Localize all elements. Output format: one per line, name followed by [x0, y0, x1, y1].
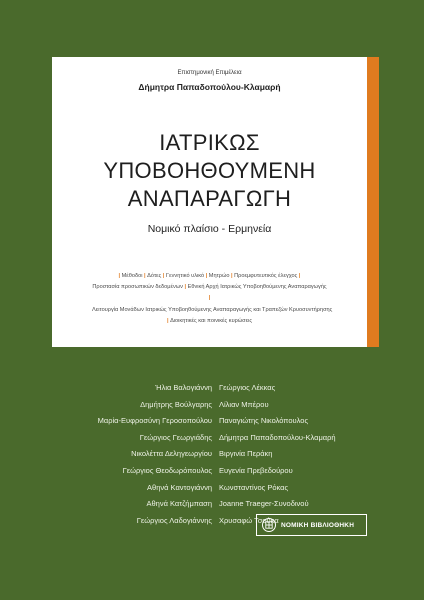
topic-item: Δότες	[147, 273, 162, 279]
subtitle: Νομικό πλαίσιο - Ερμηνεία	[147, 223, 272, 235]
author-name: Βιργινία Περάκη	[219, 449, 273, 459]
author-name: Αθηνά Κατζήμπαση	[146, 499, 212, 509]
author-name: Δήμητρα Παπαδοπούλου-Κλαμαρή	[219, 432, 336, 442]
topic-item: Μέθοδοι	[121, 273, 143, 279]
topic-separator: |	[118, 273, 122, 279]
topic-item: Προεμφυτευτικός έλεγχος	[234, 273, 298, 279]
orange-accent-bar	[367, 57, 379, 347]
topic-item: Λειτουργία Μονάδων Ιατρικώς Υποβοηθούμενης Αναπαραγωγής και Τραπεζών Κρυοσυντήρησης	[92, 306, 333, 313]
editor-label: Επιστημονική Επιμέλεια	[177, 70, 242, 76]
author-name: Γεώργιος Λαδογιάννης	[136, 515, 212, 525]
author-name: Χρυσαφώ Τσούκα	[219, 515, 279, 525]
editor-name: Δήμητρα Παπαδοπούλου-Κλαμαρή	[138, 82, 281, 92]
author-name: Αθηνά Καντογιάννη	[147, 482, 212, 492]
topic-separator: |	[162, 273, 167, 279]
publisher-name: ΝΟΜΙΚΗ ΒΙΒΛΙΟΘΗΚΗ	[281, 521, 355, 529]
topic-separator: |	[184, 284, 188, 291]
author-name: Λίλιαν Μπέρου	[219, 399, 269, 409]
topics-list	[92, 271, 333, 327]
topic-item: Διοικητικές και ποινικές κυρώσεις	[170, 317, 253, 324]
topic-item: Εθνική Αρχή Ιατρικώς Υποβοηθούμενης Αναπαραγωγής	[187, 284, 327, 291]
topic-item: Μητρώο	[208, 273, 230, 279]
author-name: Γεώργιος Λέκκας	[219, 383, 276, 392]
author-name: Γεώργιος Γεωργιάδης	[139, 432, 212, 442]
author-name: Δημήτρης Βούλγαρης	[140, 399, 212, 409]
authors-right-column	[219, 380, 336, 529]
publisher-box	[256, 514, 367, 536]
title-line-3: ΑΝΑΠΑΡΑΓΩΓΗ	[127, 186, 292, 211]
topic-separator: |	[144, 273, 148, 279]
topic-item: Γεννητικό υλικό	[166, 273, 205, 279]
title-line-2: ΥΠΟΒΟΗΘΟΥΜΕΝΗ	[103, 158, 316, 183]
topic-separator: |	[166, 317, 171, 324]
author-name: Γεώργιος Θεοδωρόπουλος	[122, 465, 212, 475]
author-name: Μαρία-Ευφροσύνη Γεροσοπούλου	[97, 416, 212, 426]
author-name: Νικολέττα Δεληγεωργίου	[131, 449, 212, 459]
author-name: Παναγιώτης Νικολόπουλος	[219, 416, 309, 426]
publisher-logo-icon	[262, 518, 276, 532]
author-name: Ήλια Βαλογιάννη	[155, 383, 212, 392]
title-panel	[52, 57, 367, 347]
author-name: Κωνσταντίνος Ρόκας	[219, 482, 289, 492]
topic-separator: |	[298, 273, 301, 279]
title-line-1: ΙΑΤΡΙΚΩΣ	[159, 130, 260, 155]
topic-separator: |	[208, 295, 211, 302]
topic-item: Προστασία προσωπικών δεδομένων	[92, 284, 183, 291]
author-name: Joanne Traeger-Συνοδινού	[219, 499, 309, 509]
author-name: Ευγενία Πρεβεδούρου	[219, 465, 293, 475]
topic-separator: |	[205, 273, 209, 279]
authors-left-column	[98, 380, 212, 529]
topic-separator: |	[231, 273, 235, 279]
